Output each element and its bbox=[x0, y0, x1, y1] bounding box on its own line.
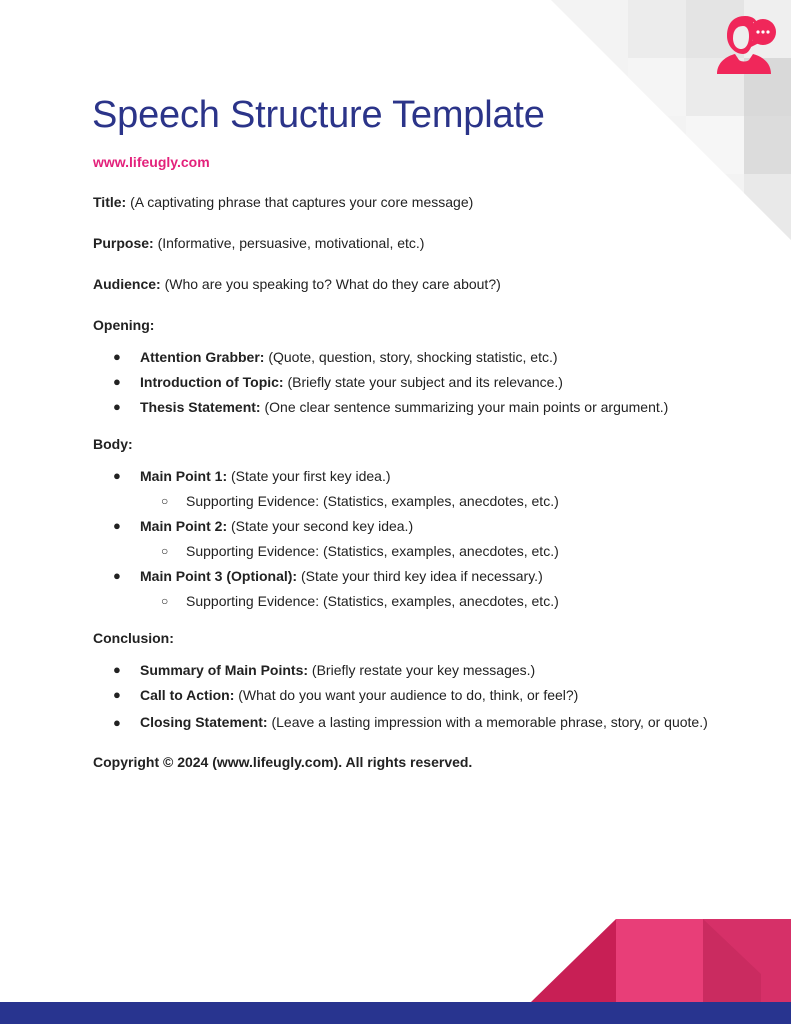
section-heading-body bbox=[93, 434, 733, 454]
bullet-icon: ● bbox=[113, 349, 121, 364]
list-item bbox=[93, 685, 733, 705]
bullet-icon: ● bbox=[113, 715, 121, 730]
bullet-icon: ● bbox=[113, 662, 121, 677]
list-item bbox=[93, 566, 733, 611]
bullet-icon: ● bbox=[113, 399, 121, 414]
item-label: Main Point 3 (Optional): bbox=[140, 568, 298, 584]
list-item bbox=[93, 660, 733, 680]
list-item bbox=[93, 347, 733, 367]
sub-list bbox=[140, 491, 733, 511]
field-label: Audience: bbox=[93, 276, 161, 292]
section-heading-opening bbox=[93, 315, 733, 335]
item-label: Attention Grabber: bbox=[140, 349, 265, 365]
heading-text: Body: bbox=[93, 436, 133, 452]
circle-bullet-icon: ○ bbox=[161, 594, 169, 608]
sub-list-item bbox=[140, 541, 733, 561]
item-text: (Briefly state your subject and its relevance.) bbox=[283, 374, 563, 390]
item-text: (One clear sentence summarizing your main points or argument.) bbox=[260, 399, 669, 415]
item-text: (Briefly restate your key messages.) bbox=[308, 662, 536, 678]
item-text: (State your third key idea if necessary.) bbox=[297, 568, 543, 584]
list-item bbox=[93, 466, 733, 511]
document-content bbox=[93, 192, 733, 772]
field-text: (A captivating phrase that captures your core message) bbox=[126, 194, 474, 210]
bullet-icon: ● bbox=[113, 687, 121, 702]
opening-list bbox=[93, 347, 733, 417]
list-item bbox=[93, 516, 733, 561]
sub-item-text: Supporting Evidence: (Statistics, examples, anecdotes, etc.) bbox=[186, 493, 559, 509]
field-label: Purpose: bbox=[93, 235, 154, 251]
sub-item-text: Supporting Evidence: (Statistics, examples, anecdotes, etc.) bbox=[186, 543, 559, 559]
sub-list-item bbox=[140, 591, 733, 611]
item-text: (Quote, question, story, shocking statistic, etc.) bbox=[264, 349, 558, 365]
bottom-bar bbox=[0, 1002, 791, 1024]
page-title: Speech Structure Template bbox=[92, 94, 545, 136]
item-text: (State your second key idea.) bbox=[227, 518, 414, 534]
field-text: (Informative, persuasive, motivational, etc.) bbox=[153, 235, 425, 251]
item-label: Introduction of Topic: bbox=[140, 374, 284, 390]
field-text: (Who are you speaking to? What do they care about?) bbox=[160, 276, 501, 292]
field-purpose bbox=[93, 233, 733, 274]
item-text: (What do you want your audience to do, think, or feel?) bbox=[234, 687, 579, 703]
heading-text: Opening: bbox=[93, 317, 155, 333]
list-item bbox=[93, 397, 733, 417]
item-label: Closing Statement: bbox=[140, 714, 268, 730]
field-title bbox=[93, 192, 733, 233]
bullet-icon: ● bbox=[113, 468, 121, 483]
site-link[interactable]: www.lifeugly.com bbox=[93, 154, 210, 170]
item-text: (State your first key idea.) bbox=[227, 468, 391, 484]
item-label: Summary of Main Points: bbox=[140, 662, 309, 678]
body-list bbox=[93, 466, 733, 611]
conclusion-list bbox=[93, 660, 733, 735]
sub-list bbox=[140, 541, 733, 561]
item-label: Main Point 2: bbox=[140, 518, 228, 534]
bullet-icon: ● bbox=[113, 374, 121, 389]
speaker-avatar-icon bbox=[713, 12, 779, 78]
item-label: Thesis Statement: bbox=[140, 399, 261, 415]
field-label: Title: bbox=[93, 194, 127, 210]
sub-list bbox=[140, 591, 733, 611]
circle-bullet-icon: ○ bbox=[161, 494, 169, 508]
field-audience bbox=[93, 274, 733, 315]
section-heading-conclusion bbox=[93, 628, 733, 648]
item-text: (Leave a lasting impression with a memorable phrase, story, or quote.) bbox=[267, 714, 708, 730]
bullet-icon: ● bbox=[113, 568, 121, 583]
list-item bbox=[93, 372, 733, 392]
heading-text: Conclusion: bbox=[93, 630, 174, 646]
sub-list-item bbox=[140, 491, 733, 511]
item-label: Call to Action: bbox=[140, 687, 235, 703]
circle-bullet-icon: ○ bbox=[161, 544, 169, 558]
copyright-notice: Copyright © 2024 (www.lifeugly.com). All rights reserved. bbox=[93, 754, 473, 770]
sub-item-text: Supporting Evidence: (Statistics, examples, anecdotes, etc.) bbox=[186, 593, 559, 609]
item-label: Main Point 1: bbox=[140, 468, 228, 484]
bullet-icon: ● bbox=[113, 518, 121, 533]
list-item bbox=[93, 710, 733, 735]
